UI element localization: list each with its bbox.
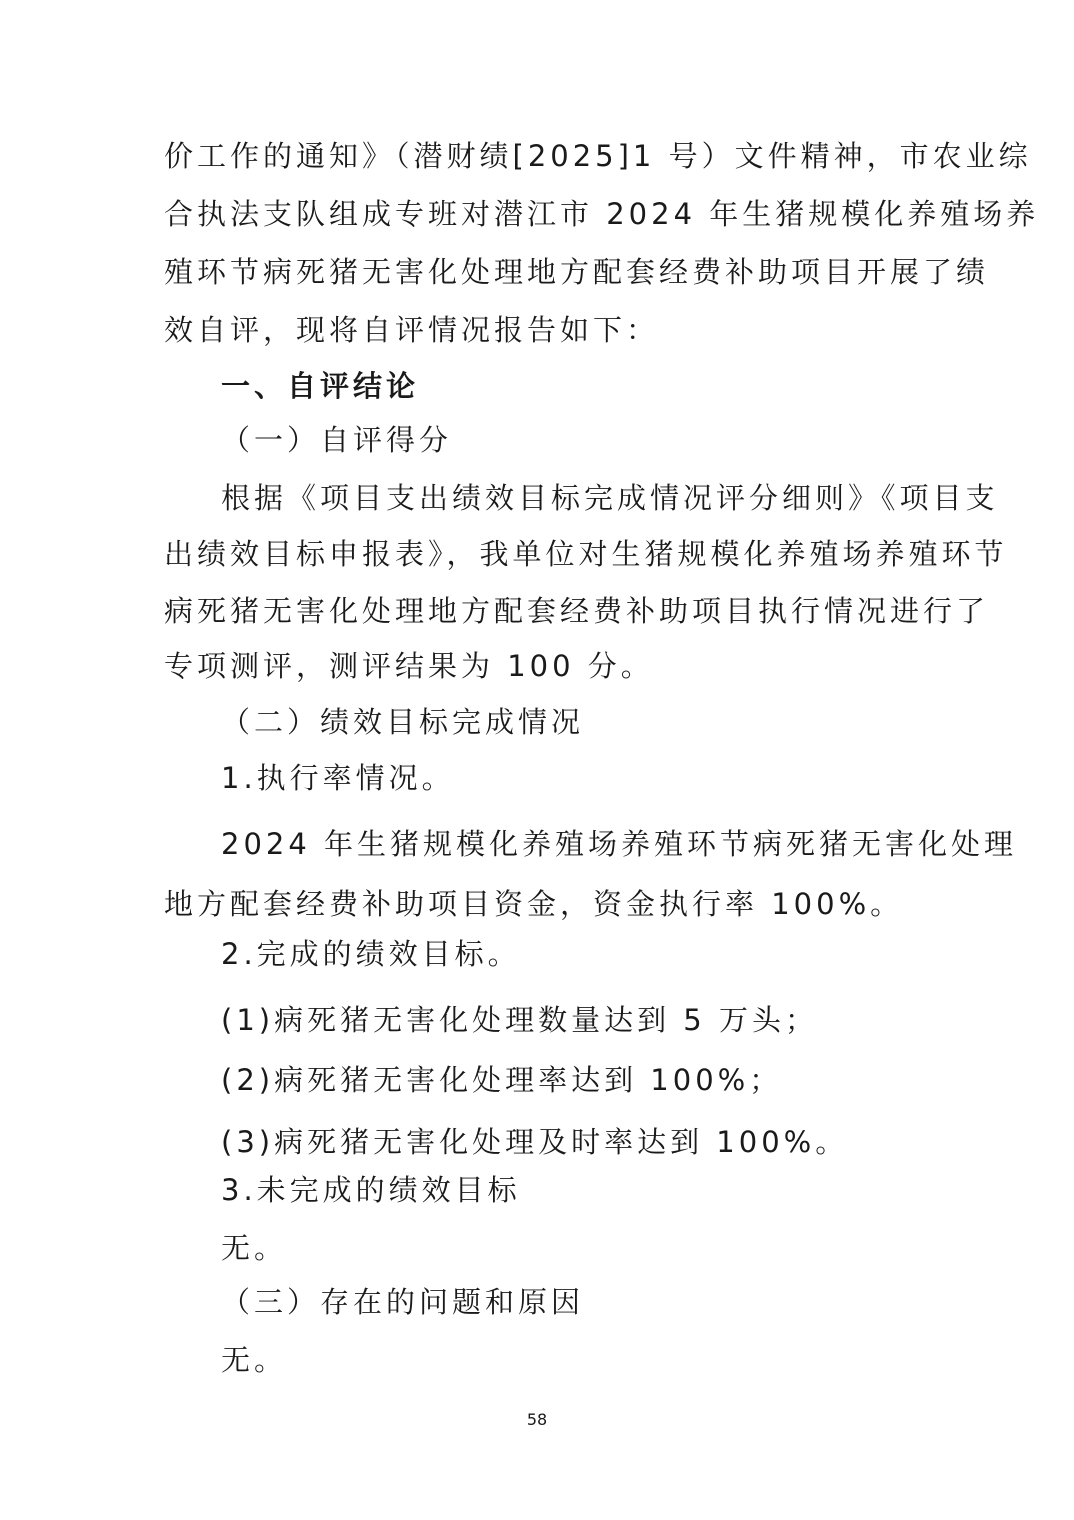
intro-line-3: 殖环节病死猪无害化处理地方配套经费补助项目开展了绩: [164, 255, 990, 289]
sub3-body: 无。: [221, 1343, 288, 1377]
item-3-heading: 3.未完成的绩效目标: [221, 1173, 521, 1207]
sub1-line-3: 病死猪无害化处理地方配套经费补助项目执行情况进行了: [164, 594, 990, 628]
page-number: 58: [526, 1410, 548, 1429]
section-1-heading: 一、自评结论: [221, 369, 420, 403]
intro-line-2: 合执法支队组成专班对潜江市 2024 年生猪规模化养殖场养: [164, 197, 1040, 231]
intro-line-4: 效自评，现将自评情况报告如下：: [164, 313, 660, 347]
target-list-item: (1)病死猪无害化处理数量达到 5 万头；: [221, 1003, 818, 1037]
item-1-heading: 1.执行率情况。: [221, 761, 455, 795]
sub1-line-4: 专项测评，测评结果为 100 分。: [164, 649, 654, 683]
item3-body: 无。: [221, 1231, 288, 1265]
intro-line-1: 价工作的通知》（潜财绩[2025]1 号）文件精神，市农业综: [164, 139, 1032, 173]
item-2-heading: 2.完成的绩效目标。: [221, 937, 521, 971]
subsection-1-heading: （一）自评得分: [221, 423, 453, 457]
target-list-item: (2)病死猪无害化处理率达到 100%；: [221, 1063, 783, 1097]
item1-line-1: 2024 年生猪规模化养殖场养殖环节病死猪无害化处理: [221, 827, 1018, 861]
sub1-line-2: 出绩效目标申报表》，我单位对生猪规模化养殖场养殖环节: [164, 537, 1008, 571]
sub1-line-1: 根据《项目支出绩效目标完成情况评分细则》《项目支: [221, 481, 999, 515]
item1-line-2: 地方配套经费补助项目资金，资金执行率 100%。: [164, 887, 904, 921]
subsection-3-heading: （三）存在的问题和原因: [221, 1285, 585, 1319]
subsection-2-heading: （二）绩效目标完成情况: [221, 705, 585, 739]
target-list-item: (3)病死猪无害化处理及时率达到 100%。: [221, 1125, 849, 1159]
